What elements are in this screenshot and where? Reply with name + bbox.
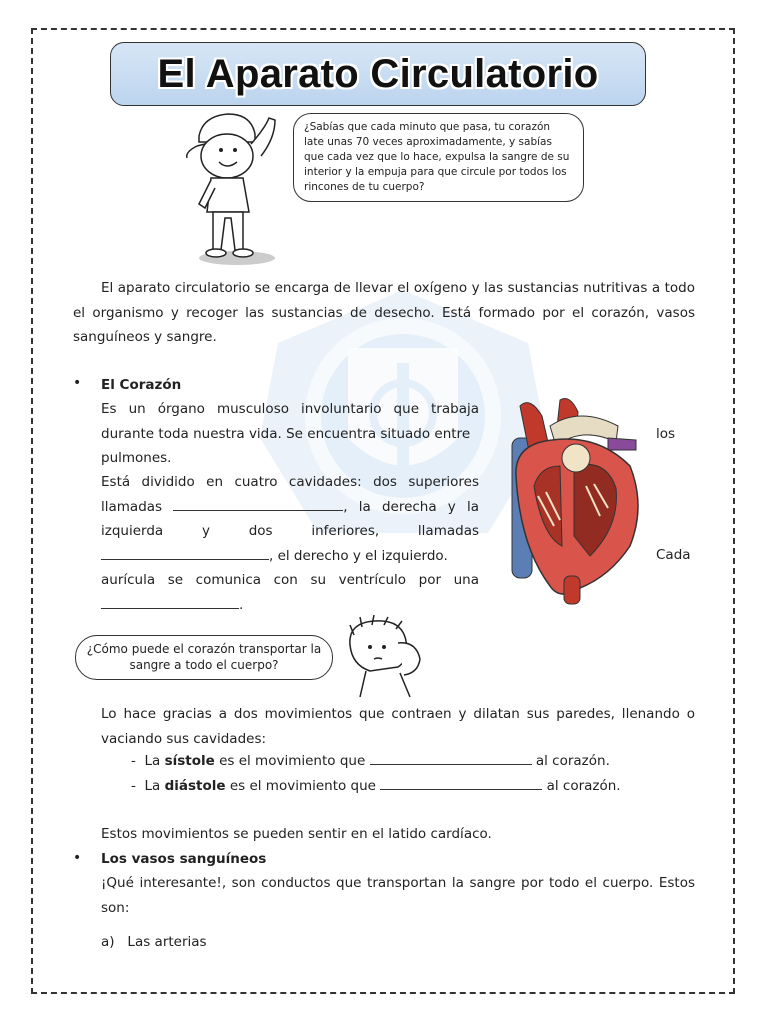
heart-p2-text-f: . <box>239 596 244 613</box>
systole-pre: La <box>144 753 161 769</box>
blank-valvula[interactable] <box>101 594 239 609</box>
heart-p2-text-c: , el derecho y el izquierdo. <box>269 547 448 564</box>
heart-p1-end: pulmones. <box>101 450 172 466</box>
bullet-heart: • <box>73 375 82 391</box>
heart-p2-text-b: , la derecha y la izquierda y dos inferiores, llamadas <box>101 498 479 539</box>
heart-heading: El Corazón <box>101 377 182 393</box>
diastole-dash: - <box>131 778 136 794</box>
thinking-boy-illustration <box>340 615 430 699</box>
diastole-post: al corazón. <box>546 778 621 794</box>
blank-diastole[interactable] <box>380 775 542 790</box>
heart-p2-text-a: Está dividido en cuatro cavidades: dos superiores llamadas <box>101 474 479 515</box>
blank-superiores[interactable] <box>173 496 343 511</box>
systole-dash: - <box>131 753 136 769</box>
systole-mid: es el movimiento que <box>219 753 366 769</box>
heartbeat-note: Estos movimientos se pueden sentir en el latido cardíaco. <box>101 826 492 842</box>
systole-line <box>131 749 610 774</box>
blank-inferiores[interactable] <box>101 545 269 560</box>
vessels-heading: Los vasos sanguíneos <box>101 851 267 867</box>
page-title: El Aparato Circulatorio <box>157 51 599 96</box>
heart-p2-word-cada: Cada <box>656 547 691 563</box>
heart-paragraph-3 <box>101 568 479 617</box>
arteries-item <box>101 930 207 955</box>
heart-paragraph-1 <box>101 397 479 446</box>
heart-p1-text: Es un órgano musculoso involuntario que trabaja durante toda nuestra vida. Se encuentra situado entre <box>101 401 479 442</box>
vessels-paragraph: ¡Qué interesante!, son conductos que transportan la sangre por todo el cuerpo. Estos son: <box>101 875 695 916</box>
diastole-line <box>131 774 621 799</box>
boy-illustration <box>183 108 291 268</box>
bullet-vessels: • <box>73 850 82 866</box>
arteries-label: Las arterias <box>127 934 207 950</box>
movements-intro: Lo hace gracias a dos movimientos que contraen y dilatan sus paredes, llenando o vaciando sus cavidades: <box>101 706 695 747</box>
arteries-marker: a) <box>101 934 115 950</box>
systole-term: sístole <box>164 753 215 769</box>
intro-paragraph: El aparato circulatorio se encarga de llevar el oxígeno y las sustancias nutritivas a todo el organismo y recoger las sustancias de desecho. Está formado por el corazón, vasos sanguíneos y sangre. <box>73 280 695 345</box>
heart-illustration <box>490 396 650 608</box>
heart-paragraph-2 <box>101 470 479 568</box>
diastole-pre: La <box>144 778 161 794</box>
fact-speech-bubble: ¿Sabías que cada minuto que pasa, tu corazón late unas 70 veces aproximadamente, y sabías que cada vez que lo hace, expulsa la sangre de su interior y la empuja para que circule por todos los rincones de tu cuerpo? <box>293 113 584 202</box>
diastole-mid: es el movimiento que <box>229 778 376 794</box>
systole-post: al corazón. <box>535 753 610 769</box>
diastole-term: diástole <box>164 778 226 794</box>
question-speech-bubble: ¿Cómo puede el corazón transportar la sangre a todo el cuerpo? <box>75 635 333 680</box>
heart-p1-word-los: los <box>656 426 676 442</box>
heart-p2-text-e: aurícula se comunica con su ventrículo por una <box>101 572 479 588</box>
blank-systole[interactable] <box>370 750 532 765</box>
title-banner <box>110 42 646 106</box>
